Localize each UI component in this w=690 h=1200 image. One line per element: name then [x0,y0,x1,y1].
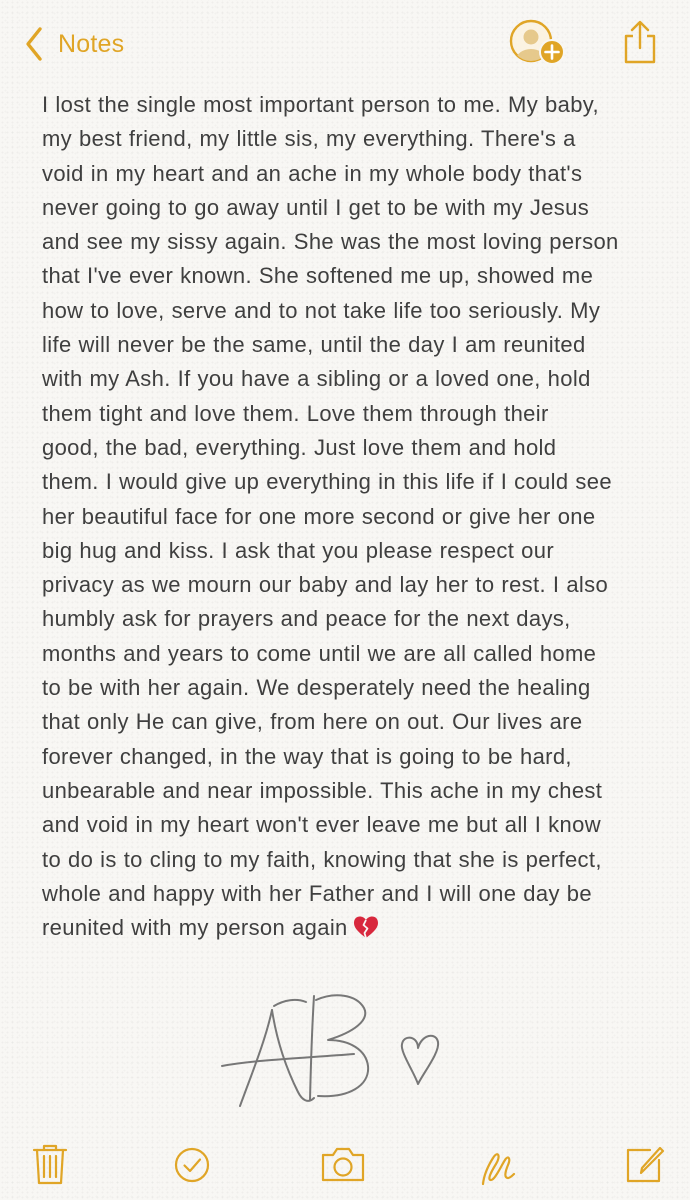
note-line: to be with her again. We desperately need the healing [42,675,591,701]
note-line: forever changed, in the way that is going to be hard, [42,743,572,769]
nav-bar [0,0,690,88]
chevron-left-icon [24,26,44,62]
note-line: them tight and love them. Love them through their [42,400,549,426]
compose-icon [622,1140,668,1186]
add-people-button[interactable] [508,18,570,68]
delete-button[interactable] [27,1140,73,1186]
share-icon [618,18,662,66]
broken-heart-emoji [352,915,380,939]
back-label: Notes [58,29,125,58]
checklist-button[interactable] [169,1140,215,1186]
share-button[interactable] [618,18,662,66]
signature [214,988,454,1118]
note-line-last [42,911,662,945]
note-line: life will never be the same, until the day I am reunited [42,332,586,358]
note-line: that only He can give, from here on out. Our lives are [42,709,583,735]
note-line: how to love, serve and to not take life too seriously. My [42,297,601,323]
note-line: that I've ever known. She softened me up, showed me [42,263,594,289]
note-line: her beautiful face for one more second or give her one [42,503,596,529]
note-line: unbearable and near impossible. This ache in my chest [42,777,603,803]
add-person-icon [508,18,570,68]
note-line: to do is to cling to my faith, knowing that she is perfect, [42,846,602,872]
camera-icon [320,1140,366,1186]
note-line: and see my sissy again. She was the most loving person [42,229,619,255]
sketch-button[interactable] [474,1140,520,1186]
trash-icon [27,1140,73,1186]
note-line: with my Ash. If you have a sibling or a loved one, hold [42,366,591,392]
note-body[interactable] [42,88,662,945]
back-button[interactable] [24,22,124,66]
note-line: humbly ask for prayers and peace for the next days, [42,606,571,632]
note-line: I lost the single most important person to me. My baby, [42,92,599,117]
compose-button[interactable] [622,1140,668,1186]
note-line: big hug and kiss. I ask that you please respect our [42,537,555,563]
note-line: void in my heart and an ache in my whole body that's [42,160,583,186]
note-line: and void in my heart won't ever leave me but all I know [42,812,601,838]
toolbar [0,1128,690,1200]
note-line: never going to go away until I get to be with my Jesus [42,194,590,220]
note-line: reunited with my person again [42,915,348,941]
note-line: good, the bad, everything. Just love them and hold [42,434,557,460]
note-line: whole and happy with her Father and I will one day be [42,880,592,906]
note-line: my best friend, my little sis, my everything. There's a [42,126,576,152]
note-line: them. I would give up everything in this life if I could see [42,469,612,495]
sketch-icon [474,1140,520,1186]
note-line: months and years to come until we are all called home [42,640,597,666]
camera-button[interactable] [320,1140,366,1186]
checkmark-circle-icon [169,1140,215,1186]
note-line: privacy as we mourn our baby and lay her to rest. I also [42,572,609,598]
